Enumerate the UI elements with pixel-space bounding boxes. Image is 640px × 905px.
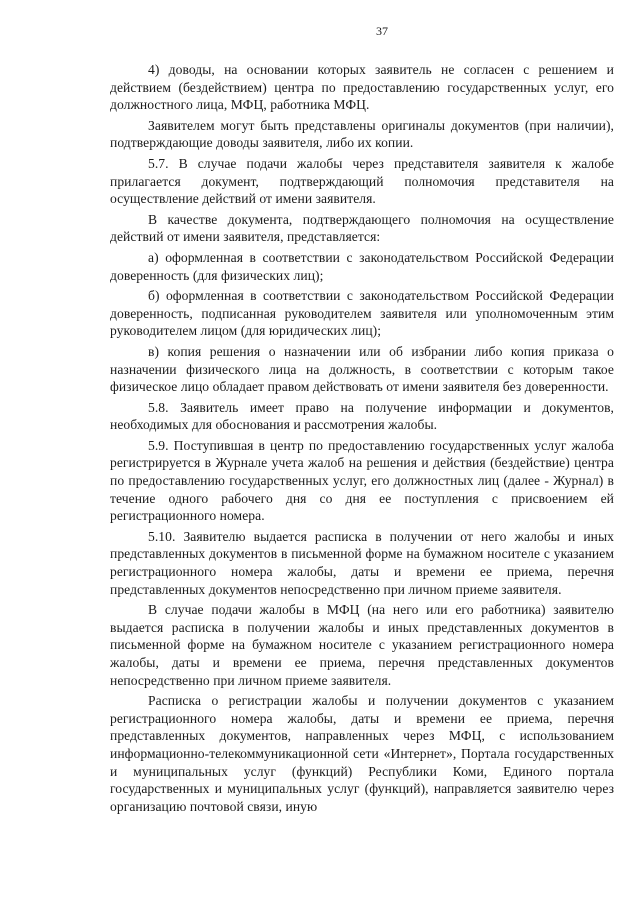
list-item-b: б) оформленная в соответствии с законодательством Российской Федерации доверенность, подписанная руководителем заявителя или уполномоченным этим руководителем лицом (для юридических лиц); — [110, 288, 614, 339]
paragraph-5-8: 5.8. Заявитель имеет право на получение информации и документов, необходимых для обоснования и рассмотрения жалобы. — [110, 399, 614, 433]
page-number: 37 — [376, 24, 388, 38]
paragraph-5-7: 5.7. В случае подачи жалобы через представителя заявителя к жалобе прилагается документ, подтверждающий полномочия представителя на осуществление действий от имени заявителя. — [110, 155, 614, 207]
paragraph-originals: Заявителем могут быть представлены оригиналы документов (при наличии), подтверждающие доводы заявителя, либо их копии. — [110, 117, 614, 151]
paragraph-authority-docs: В качестве документа, подтверждающего полномочия на осуществление действий от имени заявителя, представляется: — [110, 211, 614, 245]
paragraph-registration-receipt: Расписка о регистрации жалобы и получении документов с указанием регистрационного номера жалобы, даты и времени ее приема, перечня представленных документов, направленных через МФЦ, с использованием информационно-телекоммуникационной сети «Интернет», Портала государственных и муниципальных услуг (функций) Республики Коми, Единого портала государственных и муниципальных услуг (функций), направляется заявителю через организацию почтовой связи, иную — [110, 693, 614, 814]
paragraph-4-arguments: 4) доводы, на основании которых заявитель не согласен с решением и действием (бездействием) центра по предоставлению государственных услуг, его должностного лица, МФЦ, работника МФЦ. — [110, 62, 614, 113]
list-item-v: в) копия решения о назначении или об избрании либо копия приказа о назначении физического лица на должность, в соответствии с которым такое физическое лицо обладает правом действовать от имени заявителя без доверенности. — [110, 343, 614, 395]
paragraph-mfc-receipt: В случае подачи жалобы в МФЦ (на него или его работника) заявителю выдается расписка в получении жалобы и иных представленных документов в письменной форме на бумажном носителе с указанием регистрационного номера жалобы, даты и времени ее приема, перечня представленных документов непосредственно при личном приеме заявителя. — [110, 602, 614, 688]
paragraph-5-9: 5.9. Поступившая в центр по предоставлению государственных услуг жалоба регистрируется в Журнале учета жалоб на решения и действия (бездействие) центра по предоставлению государственных услуг, его должностных лиц (далее - Журнал) в течение одного рабочего дня со дня ее поступления с присвоением ей регистрационного номера. — [110, 437, 614, 524]
paragraph-5-10: 5.10. Заявителю выдается расписка в получении от него жалобы и иных представленных документов в письменной форме на бумажном носителе с указанием регистрационного номера жалобы, даты и времени ее приема, перечня представленных документов непосредственно при личном приеме заявителя. — [110, 528, 614, 597]
list-item-a: а) оформленная в соответствии с законодательством Российской Федерации доверенность (для физических лиц); — [110, 249, 614, 283]
